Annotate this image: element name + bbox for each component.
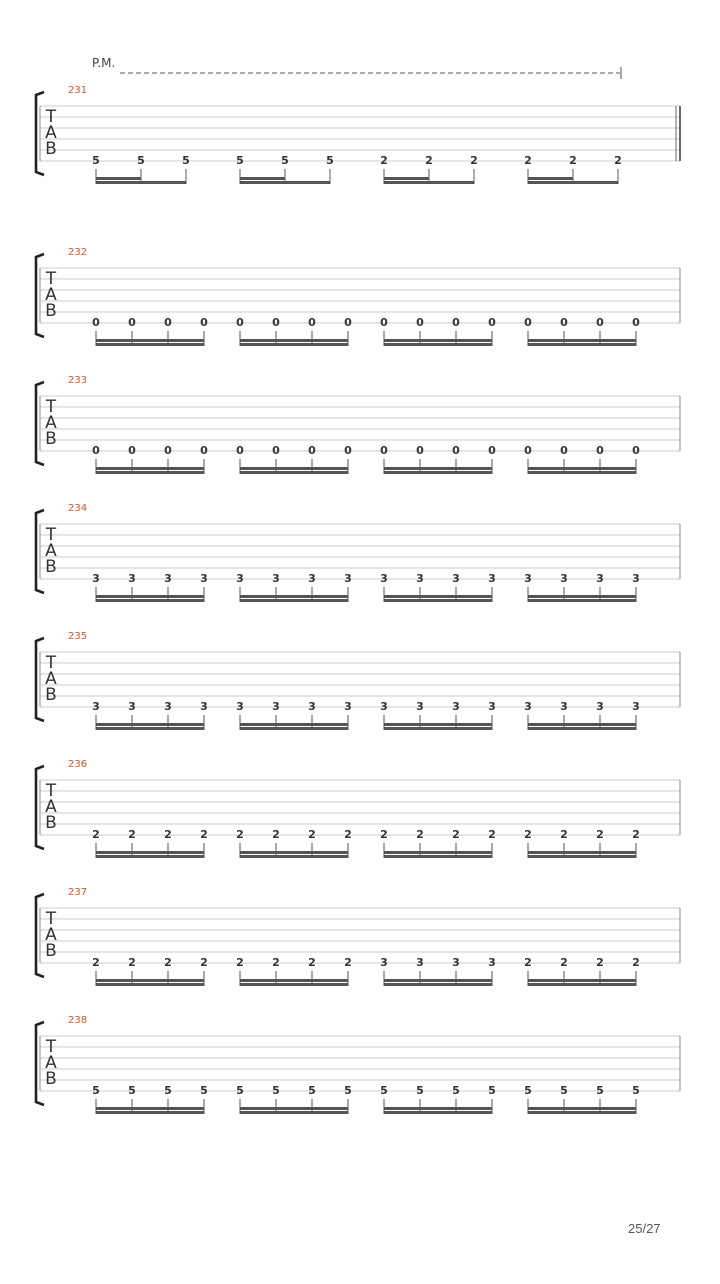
beam-primary — [240, 855, 348, 858]
fret-number: 2 — [236, 956, 244, 969]
fret-number: 3 — [308, 700, 316, 713]
fret-number: 0 — [416, 316, 424, 329]
fret-number: 0 — [128, 316, 136, 329]
fret-number: 5 — [137, 154, 145, 167]
beam-secondary — [528, 979, 636, 982]
fret-number: 0 — [344, 316, 352, 329]
fret-number: 2 — [524, 828, 532, 841]
fret-number: 5 — [416, 1084, 424, 1097]
beam-primary — [384, 855, 492, 858]
fret-number: 0 — [272, 316, 280, 329]
fret-number: 0 — [452, 316, 460, 329]
tab-clef-letter: A — [45, 925, 57, 945]
fret-number: 3 — [380, 700, 388, 713]
fret-number: 2 — [164, 828, 172, 841]
beam-secondary — [96, 1107, 204, 1110]
fret-number: 2 — [272, 956, 280, 969]
fret-number: 5 — [92, 154, 100, 167]
fret-number: 0 — [560, 316, 568, 329]
fret-number: 5 — [452, 1084, 460, 1097]
fret-number: 3 — [92, 572, 100, 585]
beam-secondary — [96, 979, 204, 982]
fret-number: 0 — [92, 316, 100, 329]
fret-number: 3 — [452, 572, 460, 585]
tab-clef-letter: A — [45, 1053, 57, 1073]
beam-secondary — [384, 595, 492, 598]
beam-primary — [384, 343, 492, 346]
fret-number: 3 — [560, 700, 568, 713]
fret-number: 3 — [452, 956, 460, 969]
beam-secondary — [96, 851, 204, 854]
beam-primary — [96, 855, 204, 858]
tab-clef-letter: T — [45, 269, 57, 289]
measure-number: 235 — [68, 631, 88, 642]
fret-number: 2 — [200, 828, 208, 841]
fret-number: 2 — [164, 956, 172, 969]
fret-number: 2 — [416, 828, 424, 841]
beam-secondary — [384, 1107, 492, 1110]
fret-number: 0 — [344, 444, 352, 457]
beam-secondary — [96, 177, 141, 180]
beam-primary — [96, 727, 204, 730]
fret-number: 0 — [236, 444, 244, 457]
fret-number: 0 — [452, 444, 460, 457]
tab-system — [36, 887, 680, 986]
beam-secondary — [384, 851, 492, 854]
fret-number: 2 — [470, 154, 478, 167]
fret-number: 5 — [488, 1084, 496, 1097]
tab-clef-letter: T — [45, 653, 57, 673]
beam-secondary — [384, 467, 492, 470]
fret-number: 0 — [308, 444, 316, 457]
fret-number: 0 — [380, 316, 388, 329]
beam-primary — [528, 983, 636, 986]
tab-system — [36, 247, 680, 346]
measure-number: 237 — [68, 887, 88, 898]
fret-number: 0 — [488, 444, 496, 457]
fret-number: 2 — [560, 828, 568, 841]
beam-secondary — [240, 723, 348, 726]
fret-number: 2 — [596, 828, 604, 841]
tab-system — [36, 759, 680, 858]
tab-clef-letter: B — [45, 685, 57, 705]
beam-primary — [528, 181, 618, 184]
fret-number: 0 — [524, 444, 532, 457]
tab-clef-letter: T — [45, 1037, 57, 1057]
beam-primary — [96, 983, 204, 986]
beam-secondary — [384, 339, 492, 342]
fret-number: 3 — [632, 572, 640, 585]
fret-number: 5 — [182, 154, 190, 167]
beam-primary — [528, 343, 636, 346]
beam-secondary — [240, 339, 348, 342]
fret-number: 3 — [488, 700, 496, 713]
fret-number: 2 — [236, 828, 244, 841]
beam-secondary — [240, 851, 348, 854]
beam-primary — [240, 727, 348, 730]
beam-secondary — [96, 723, 204, 726]
fret-number: 2 — [344, 956, 352, 969]
fret-number: 3 — [524, 700, 532, 713]
beam-primary — [384, 181, 474, 184]
fret-number: 3 — [524, 572, 532, 585]
tab-clef-letter: B — [45, 1069, 57, 1089]
beam-primary — [384, 1111, 492, 1114]
beam-secondary — [528, 467, 636, 470]
fret-number: 2 — [488, 828, 496, 841]
fret-number: 3 — [308, 572, 316, 585]
fret-number: 3 — [488, 572, 496, 585]
fret-number: 3 — [128, 700, 136, 713]
beam-primary — [528, 1111, 636, 1114]
beam-primary — [96, 181, 186, 184]
beam-secondary — [528, 851, 636, 854]
tab-clef-letter: A — [45, 669, 57, 689]
beam-primary — [240, 1111, 348, 1114]
fret-number: 5 — [200, 1084, 208, 1097]
beam-primary — [96, 471, 204, 474]
beam-secondary — [240, 979, 348, 982]
beam-secondary — [528, 339, 636, 342]
fret-number: 3 — [452, 700, 460, 713]
fret-number: 2 — [632, 956, 640, 969]
fret-number: 2 — [380, 828, 388, 841]
fret-number: 3 — [596, 572, 604, 585]
fret-number: 2 — [452, 828, 460, 841]
fret-number: 3 — [272, 700, 280, 713]
tab-clef-letter: B — [45, 429, 57, 449]
fret-number: 0 — [380, 444, 388, 457]
beam-primary — [528, 727, 636, 730]
fret-number: 3 — [128, 572, 136, 585]
tab-clef-letter: A — [45, 797, 57, 817]
beam-primary — [384, 599, 492, 602]
fret-number: 0 — [164, 444, 172, 457]
tab-clef-letter: A — [45, 541, 57, 561]
tab-clef-letter: B — [45, 301, 57, 321]
fret-number: 0 — [560, 444, 568, 457]
fret-number: 5 — [560, 1084, 568, 1097]
fret-number: 5 — [308, 1084, 316, 1097]
beam-primary — [384, 471, 492, 474]
fret-number: 3 — [236, 700, 244, 713]
beam-primary — [240, 599, 348, 602]
fret-number: 5 — [92, 1084, 100, 1097]
beam-primary — [96, 343, 204, 346]
beam-secondary — [240, 467, 348, 470]
fret-number: 3 — [380, 956, 388, 969]
tab-clef-letter: T — [45, 909, 57, 929]
palm-mute-label: P.M. — [92, 56, 116, 70]
fret-number: 2 — [524, 956, 532, 969]
fret-number: 5 — [236, 1084, 244, 1097]
fret-number: 3 — [380, 572, 388, 585]
fret-number: 2 — [524, 154, 532, 167]
fret-number: 2 — [632, 828, 640, 841]
beam-primary — [240, 181, 330, 184]
fret-number: 2 — [380, 154, 388, 167]
fret-number: 2 — [596, 956, 604, 969]
beam-primary — [96, 599, 204, 602]
tab-clef-letter: B — [45, 941, 57, 961]
fret-number: 2 — [128, 956, 136, 969]
fret-number: 0 — [200, 444, 208, 457]
beam-primary — [384, 727, 492, 730]
fret-number: 3 — [164, 700, 172, 713]
beam-primary — [240, 471, 348, 474]
tab-clef-letter: A — [45, 123, 57, 143]
fret-number: 0 — [164, 316, 172, 329]
fret-number: 5 — [164, 1084, 172, 1097]
measure-number: 234 — [68, 503, 88, 514]
beam-primary — [240, 983, 348, 986]
fret-number: 2 — [200, 956, 208, 969]
fret-number: 0 — [632, 444, 640, 457]
fret-number: 0 — [596, 444, 604, 457]
fret-number: 0 — [596, 316, 604, 329]
fret-number: 3 — [272, 572, 280, 585]
beam-secondary — [528, 177, 573, 180]
fret-number: 3 — [488, 956, 496, 969]
fret-number: 3 — [560, 572, 568, 585]
page-number: 25/27 — [628, 1221, 661, 1236]
fret-number: 5 — [380, 1084, 388, 1097]
fret-number: 2 — [272, 828, 280, 841]
measure-number: 231 — [68, 85, 88, 96]
fret-number: 2 — [425, 154, 433, 167]
fret-number: 5 — [632, 1084, 640, 1097]
fret-number: 0 — [128, 444, 136, 457]
beam-primary — [528, 599, 636, 602]
beam-primary — [384, 983, 492, 986]
fret-number: 5 — [524, 1084, 532, 1097]
fret-number: 3 — [344, 700, 352, 713]
fret-number: 5 — [326, 154, 334, 167]
fret-number: 3 — [236, 572, 244, 585]
fret-number: 0 — [524, 316, 532, 329]
fret-number: 3 — [632, 700, 640, 713]
fret-number: 2 — [308, 956, 316, 969]
fret-number: 0 — [308, 316, 316, 329]
tab-clef-letter: T — [45, 107, 57, 127]
fret-number: 2 — [569, 154, 577, 167]
tab-system — [36, 631, 680, 730]
tab-clef-letter: B — [45, 557, 57, 577]
fret-number: 3 — [596, 700, 604, 713]
fret-number: 2 — [92, 828, 100, 841]
beam-secondary — [240, 177, 285, 180]
tab-system — [36, 375, 680, 474]
fret-number: 2 — [344, 828, 352, 841]
fret-number: 3 — [92, 700, 100, 713]
fret-number: 0 — [416, 444, 424, 457]
fret-number: 5 — [272, 1084, 280, 1097]
fret-number: 5 — [344, 1084, 352, 1097]
fret-number: 0 — [200, 316, 208, 329]
tab-clef-letter: A — [45, 285, 57, 305]
tab-clef-letter: A — [45, 413, 57, 433]
tab-system — [36, 503, 680, 602]
fret-number: 2 — [308, 828, 316, 841]
fret-number: 3 — [200, 700, 208, 713]
measure-number: 238 — [68, 1015, 88, 1026]
fret-number: 3 — [416, 700, 424, 713]
beam-secondary — [384, 177, 429, 180]
beam-secondary — [96, 595, 204, 598]
tab-system — [36, 1015, 680, 1114]
fret-number: 0 — [236, 316, 244, 329]
beam-secondary — [240, 595, 348, 598]
beam-primary — [528, 471, 636, 474]
tab-system — [36, 85, 680, 184]
beam-primary — [96, 1111, 204, 1114]
measure-number: 232 — [68, 247, 88, 258]
beam-secondary — [96, 339, 204, 342]
fret-number: 5 — [236, 154, 244, 167]
fret-number: 3 — [200, 572, 208, 585]
fret-number: 0 — [632, 316, 640, 329]
tab-clef-letter: B — [45, 813, 57, 833]
fret-number: 3 — [416, 956, 424, 969]
fret-number: 3 — [344, 572, 352, 585]
tab-clef-letter: T — [45, 397, 57, 417]
fret-number: 2 — [614, 154, 622, 167]
fret-number: 5 — [281, 154, 289, 167]
fret-number: 2 — [560, 956, 568, 969]
measure-number: 233 — [68, 375, 88, 386]
beam-secondary — [384, 979, 492, 982]
tab-clef-letter: T — [45, 781, 57, 801]
fret-number: 0 — [488, 316, 496, 329]
beam-secondary — [384, 723, 492, 726]
beam-primary — [240, 343, 348, 346]
beam-secondary — [96, 467, 204, 470]
beam-secondary — [240, 1107, 348, 1110]
beam-secondary — [528, 595, 636, 598]
fret-number: 0 — [92, 444, 100, 457]
tab-clef-letter: T — [45, 525, 57, 545]
fret-number: 0 — [272, 444, 280, 457]
fret-number: 5 — [128, 1084, 136, 1097]
fret-number: 3 — [416, 572, 424, 585]
tab-clef-letter: B — [45, 139, 57, 159]
beam-secondary — [528, 723, 636, 726]
fret-number: 2 — [92, 956, 100, 969]
measure-number: 236 — [68, 759, 88, 770]
beam-secondary — [528, 1107, 636, 1110]
fret-number: 2 — [128, 828, 136, 841]
fret-number: 5 — [596, 1084, 604, 1097]
fret-number: 3 — [164, 572, 172, 585]
beam-primary — [528, 855, 636, 858]
